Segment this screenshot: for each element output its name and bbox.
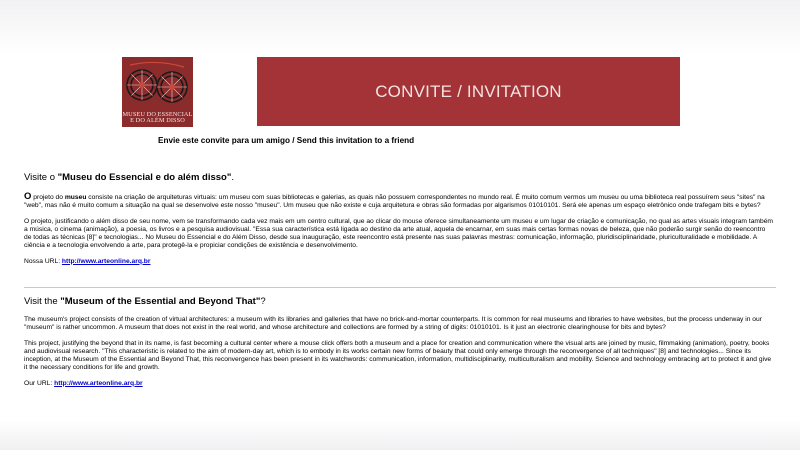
- pt-heading-suffix: .: [231, 172, 234, 183]
- en-heading: [24, 296, 774, 308]
- en-heading-suffix: ?: [260, 296, 266, 307]
- send-to-friend-link[interactable]: Envie este convite para um amigo / Send this invitation to a friend: [158, 136, 415, 145]
- pt-url-line: [24, 258, 774, 266]
- wheels-logo-icon: [122, 57, 193, 109]
- pt-dropcap: O: [24, 191, 32, 202]
- english-section: [24, 296, 774, 388]
- section-divider: [24, 287, 776, 288]
- museum-logo[interactable]: [122, 57, 193, 127]
- en-url-label: Our URL:: [24, 379, 55, 387]
- pt-heading: [24, 172, 774, 184]
- portuguese-section: [24, 172, 774, 266]
- logo-caption-line-1: MUSEU DO ESSENCIAL: [122, 110, 193, 118]
- banner-title: CONVITE / INVITATION: [375, 81, 562, 101]
- en-heading-prefix: Visit the: [24, 296, 61, 307]
- pt-url-label: Nossa URL:: [24, 257, 62, 265]
- pt-paragraph-2: O projeto, justificando o além disso de seu nome, vem se transformando cada vez mais em um centro cultural, que ao clicar do mouse oferece simultaneamente um museu e um lugar de criação e comunicação, no qual as artes visuais integram também a música, o cinema (animação), a poesia, os livros e a pesquisa audiovisual. "Essa sua característica está ligada ao destino da arte atual, aquela de encarnar, em suas mais certas formas novas de beleza, que não poderão surgir senão do reencontro de todas as técnicas [8]" e tecnologias... No Museu do Essencial e do Além Disso, desde sua inauguração, este reencontro está presente nas suas palavras mestras: comunicação, informação, pluridisciplinaridade, pluriculturalidade e mobilidade. A ciência e a tecnologia envolvendo a arte, para protegê-la e propiciar condições de existência e desenvolvimento.: [24, 217, 773, 250]
- pt-p1-text-b: consiste na criação de arquiteturas virtuais: um museu com suas bibliotecas e galerias, as quais não possuem correspondentes no mundo real. É muito comum vermos um museu ou uma biblioteca real possuírem seus "sites" na "web", mas não é muito comum a situação na qual se desenvolve este nosso "museu". Um museu que não existe e cuja arquitetura e obras são formadas por algarismos 01010101. Será ele apenas um espaço eletrônico onde trafegam bits e bytes?: [24, 194, 765, 210]
- logo-caption-line-2: E DO ALÉM DISSO: [130, 117, 185, 125]
- en-url-line: [24, 380, 774, 388]
- invitation-banner: [257, 57, 680, 126]
- pt-heading-museum-name: "Museu do Essencial e do além disso": [57, 172, 232, 183]
- pt-p1-bold: museu: [64, 194, 87, 201]
- logo-caption: [122, 112, 193, 125]
- en-url-link[interactable]: http://www.arteonline.arq.br: [54, 379, 143, 387]
- pt-heading-prefix: Visite o: [24, 172, 58, 183]
- en-heading-museum-name: "Museum of the Essential and Beyond That": [60, 296, 261, 307]
- pt-url-link[interactable]: http://www.arteonline.arq.br: [61, 257, 151, 265]
- en-paragraph-1: The museum's project consists of the creation of virtual architectures: a museum with its libraries and galleries that have no brick-and-mortar counterparts. It is common for real museums and libraries to have websites, but the process underway in our "museum" is rather uncommon. A museum that does not exist in the real world, and whose architecture and collections are formed by a string of digits: 01010101. Is it just an electronic clearinghouse for bits and bytes?: [24, 316, 762, 332]
- pt-p1-text-a: projeto do: [31, 194, 65, 201]
- pt-paragraph-1: [24, 193, 774, 211]
- bottom-background-fade: [0, 420, 800, 450]
- en-paragraph-2: This project, justifying the beyond that in its name, is fast becoming a cultural center where a mouse click offers both a museum and a place for creation and communication where the visual arts are joined by music, filmmaking (animation), poetry, books and audiovisual research. "This characteristic is related to the aim of modern-day art, which is to embody in its works certain new forms of beauty that could only emerge through the reconvergence of all techniques" [8] and technologies... Since its inception, at the Museum of the Essential and Beyond That, this reconvergence has been present in its watchwords: communication, information, multidisciplinarity, multiculturalism and mobility. Science and technology embracing art to protect it and give it the necessary conditions for life and growth.: [24, 339, 772, 372]
- top-background-fade: [0, 0, 800, 55]
